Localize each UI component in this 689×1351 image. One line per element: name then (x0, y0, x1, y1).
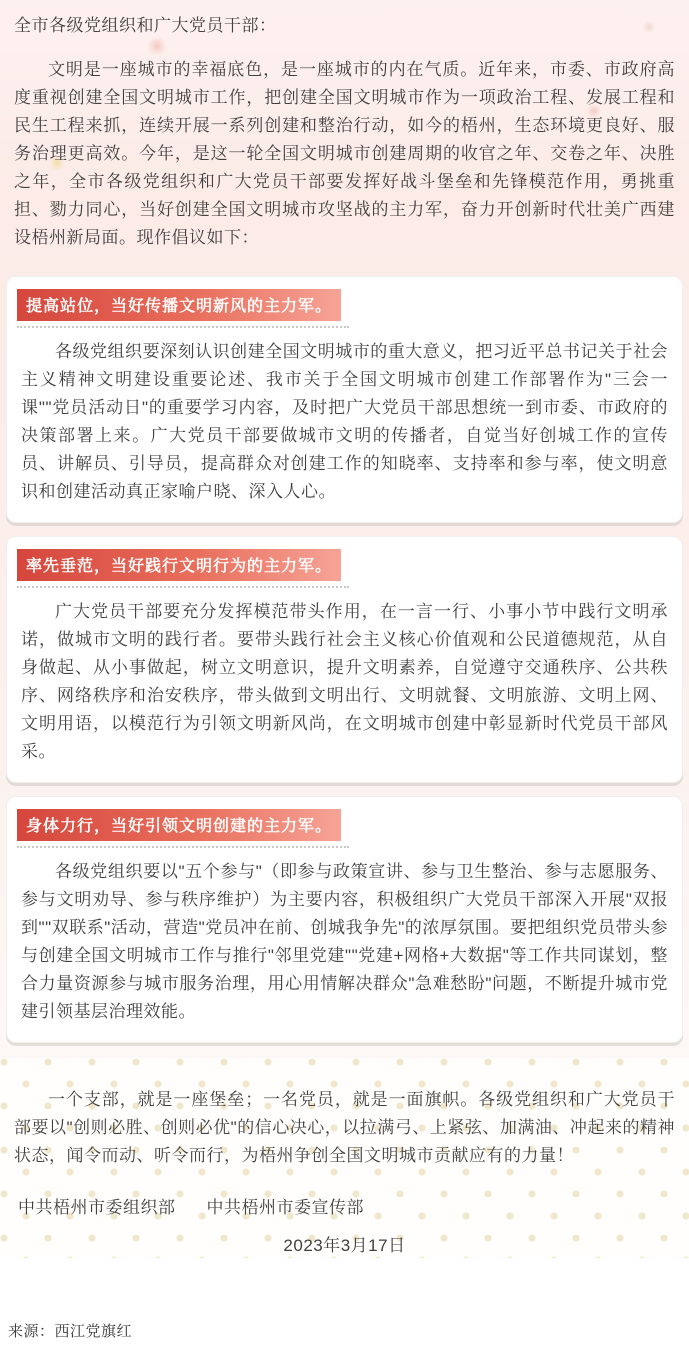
source-attribution: 来源：西江党旗红 (8, 1323, 133, 1340)
dotted-divider (17, 586, 349, 588)
section-3-banner-wrap (17, 809, 341, 848)
section-3-body: 各级党组织要以"五个参与"（即参与政策宣讲、参与卫生整治、参与志愿服务、参与文明劝导、参与秩序维护）为主要内容，积极组织广大党员干部深入开展"双报到""双联系"活动，营造"党员冲在前、创城我争先"的浓厚氛围。要把组织党员带头参与创建全国文明城市工作与推行"邻里党建""党建+网格+大数据"等工作共同谋划，整合力量资源参与城市服务治理，用心用情解决群众"急难愁盼"问题，不断提升城市党建引领基层治理效能。 (21, 862, 668, 1021)
closing-paragraph: 一个支部，就是一座堡垒；一名党员，就是一面旗帜。各级党组织和广大党员干部要以"创则必胜、创则必优"的信心决心，以拉满弓、上紧弦、加满油、冲起来的精神状态，闻令而动、听令而行，为梧州争创全国文明城市贡献应有的力量！ (14, 1090, 675, 1165)
section-2-banner-wrap (17, 549, 341, 588)
section-1-body: 各级党组织要深刻认识创建全国文明城市的重大意义，把习近平总书记关于社会主义精神文明建设重要论述、我市关于全国文明城市创建工作部署作为"三会一课""党员活动日"的重要学习内容，及时把广大党员干部思想统一到市委、市政府的决策部署上来。广大党员干部要做城市文明的传播者，自觉当好创城工作的宣传员、讲解员、引导员，提高群众对创建工作的知晓率、支持率和参与率，使文明意识和创建活动真正家喻户晓、深入人心。 (21, 342, 668, 501)
date-line: 2023年3月17日 (283, 1236, 406, 1255)
section-2-body: 广大党员干部要充分发挥模范带头作用，在一言一行、小事小节中践行文明承诺，做城市文明的践行者。要带头践行社会主义核心价值观和公民道德规范，从自身做起、从小事做起，树立文明意识，提升文明素养，自觉遵守交通秩序、公共秩序、网络秩序和治安秩序，带头做到文明出行、文明就餐、文明旅游、文明上网、文明用语，以模范行为引领文明新风尚，在文明城市创建中彰显新时代党员干部风采。 (21, 602, 668, 761)
section-card-1 (6, 276, 683, 523)
dotted-divider (17, 326, 349, 328)
section-card-3 (6, 796, 683, 1043)
signature-line (18, 1194, 675, 1222)
dotted-divider (17, 846, 349, 848)
section-1-heading-banner: 提高站位，当好传播文明新风的主力军。 (17, 289, 341, 321)
section-1-banner-wrap (17, 289, 341, 328)
signature-org-1: 中共梧州市委组织部 (18, 1198, 176, 1217)
intro-paragraph: 文明是一座城市的幸福底色，是一座城市的内在气质。近年来，市委、市政府高度重视创建全国文明城市工作，把创建全国文明城市作为一项政治工程、发展工程和民生工程来抓，连续开展一系列创建和整治行动，如今的梧州，生态环境更良好、服务治理更高效。今年，是这一轮全国文明城市创建周期的收官之年、交卷之年、决胜之年，全市各级党组织和广大党员干部要发挥好战斗堡垒和先锋模范作用，勇挑重担、勠力同心，当好创建全国文明城市攻坚战的主力军，奋力开创新时代壮美广西建设梧州新局面。现作倡议如下： (14, 60, 675, 247)
closing-section (0, 1058, 689, 1258)
section-3-heading-banner: 身体力行，当好引领文明创建的主力军。 (17, 809, 341, 841)
section-2-heading-banner: 率先垂范，当好践行文明行为的主力军。 (17, 549, 341, 581)
signature-org-2: 中共梧州市委宣传部 (206, 1198, 364, 1217)
section-card-2 (6, 536, 683, 783)
salutation: 全市各级党组织和广大党员干部： (14, 16, 277, 35)
